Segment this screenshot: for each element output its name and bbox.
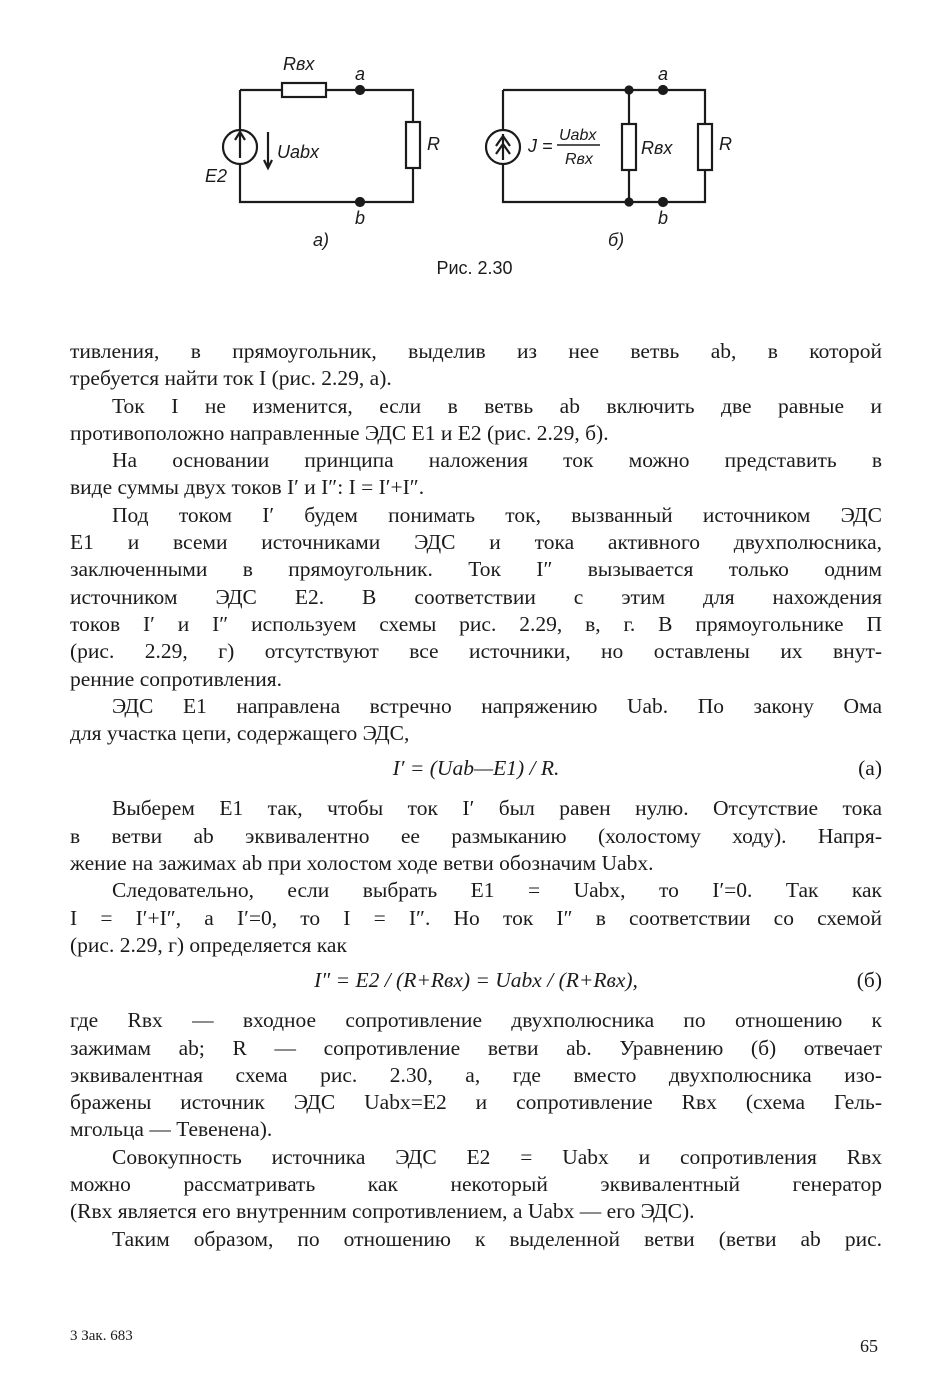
equation-a <box>70 755 882 785</box>
text-line: (рис. 2.29, г) определяется как <box>70 932 347 957</box>
text-line: виде суммы двух токов I′ и I″: I = I′+I″. <box>70 475 425 500</box>
page-number: 65 <box>860 1336 878 1356</box>
label-current-b: J = <box>528 136 553 156</box>
label-source-a: E2 <box>205 166 228 186</box>
text-line: в ветви ab эквивалентно ее размыканию (холостому ходу). Напря- <box>70 823 882 848</box>
equation-a-tag: (а) <box>858 756 882 781</box>
label-rin-b: Rвх <box>641 138 673 158</box>
equation-b <box>70 967 882 997</box>
text-line: бражены источник ЭДС Uabx=E2 и сопротивление Rвх (схема Гель- <box>70 1090 882 1115</box>
equation-a-expr: I′ = (Uab—E1) / R. <box>392 756 560 781</box>
text-line: противоположно направленные ЭДС E1 и E2 (рис. 2.29, б). <box>70 420 609 445</box>
sublabel-b: б) <box>608 230 625 250</box>
sublabel-a: а) <box>313 230 330 250</box>
equation-b-expr: I″ = E2 / (R+Rвх) = Uabx / (R+Rвх), <box>314 968 638 993</box>
text-line: ЭДС E1 направлена встречно напряжению Uab. По закону Ома <box>112 693 882 718</box>
label-frac-num-b: Uabx <box>559 127 597 144</box>
label-rin-a: Rвх <box>283 54 315 74</box>
equation-b-tag: (б) <box>856 968 882 993</box>
text-line: заключенными в прямоугольник. Ток I″ вызывается только одним <box>70 557 882 582</box>
text-line: можно рассматривать как некоторый эквивалентный генератор <box>70 1172 882 1197</box>
text-line: эквивалентная схема рис. 2.30, а, где вместо двухполюсника изо- <box>70 1062 882 1087</box>
body-text <box>70 338 882 1253</box>
circuit-b <box>486 64 732 250</box>
text-line: Следовательно, если выбрать E1 = Uabx, то I′=0. Так как <box>112 878 882 903</box>
text-line: E1 и всеми источниками ЭДС и тока активного двухполюсника, <box>70 530 882 555</box>
text-line: I = I′+I″, а I′=0, то I = I″. Но ток I″ в соответствии со схемой <box>70 905 882 930</box>
label-node-b-b: b <box>658 208 669 228</box>
text-line: требуется найти ток I (рис. 2.29, а). <box>70 366 392 391</box>
text-line: источником ЭДС E2. В соответствии с этим для нахождения <box>70 584 882 609</box>
text-line: зажимам ab; R — сопротивление ветви ab. Уравнению (б) отвечает <box>70 1035 882 1060</box>
text-line: ренние сопротивления. <box>70 666 283 691</box>
resistor-r-a <box>406 122 420 168</box>
text-line: Выберем E1 так, чтобы ток I′ был равен нулю. Отсутствие тока <box>112 796 882 821</box>
label-load-a: R <box>427 134 440 154</box>
figure-caption: Рис. 2.30 <box>436 258 513 278</box>
resistor-r-b <box>698 124 712 170</box>
resistor-rin-a <box>282 83 326 97</box>
text-line: На основании принципа наложения ток можно представить в <box>112 448 882 473</box>
text-line: (рис. 2.29, г) отсутствуют все источники, но оставлены их внут- <box>70 639 882 664</box>
text-line: где Rвх — входное сопротивление двухполюсника по отношению к <box>70 1008 882 1033</box>
label-voltage-a: Uabx <box>277 142 320 162</box>
label-frac-den-b: Rвх <box>565 151 593 168</box>
text-line: Ток I не изменится, если в ветвь ab включить две равные и <box>112 393 882 418</box>
label-node-b-a: b <box>355 208 366 228</box>
text-line: для участка цепи, содержащего ЭДС, <box>70 721 410 746</box>
resistor-rin-b <box>622 124 636 170</box>
print-order-note: 3 Зак. 683 <box>70 1328 133 1344</box>
text-line: (Rвх является его внутренним сопротивлением, а Uabx — его ЭДС). <box>70 1199 695 1224</box>
label-node-a-b: a <box>658 64 669 84</box>
text-line: токов I′ и I″ используем схемы рис. 2.29, в, г. В прямоугольнике П <box>70 611 882 636</box>
text-line: мгольца — Тевенена). <box>70 1117 273 1142</box>
text-line: жение на зажимах ab при холостом ходе ветви обозначим Uabx. <box>70 851 654 876</box>
label-node-a-a: a <box>355 64 366 84</box>
text-line: тивления, в прямоугольник, выделив из нее ветвь ab, в которой <box>70 339 882 363</box>
label-load-b: R <box>719 134 732 154</box>
circuit-figure <box>195 50 755 285</box>
text-line: Под током I′ будем понимать ток, вызванный источником ЭДС <box>112 502 882 527</box>
circuit-a <box>205 54 440 250</box>
text-line: Таким образом, по отношению к выделенной ветви (ветви ab рис. <box>112 1226 882 1251</box>
text-line: Совокупность источника ЭДС E2 = Uabx и сопротивления Rвх <box>112 1144 882 1169</box>
